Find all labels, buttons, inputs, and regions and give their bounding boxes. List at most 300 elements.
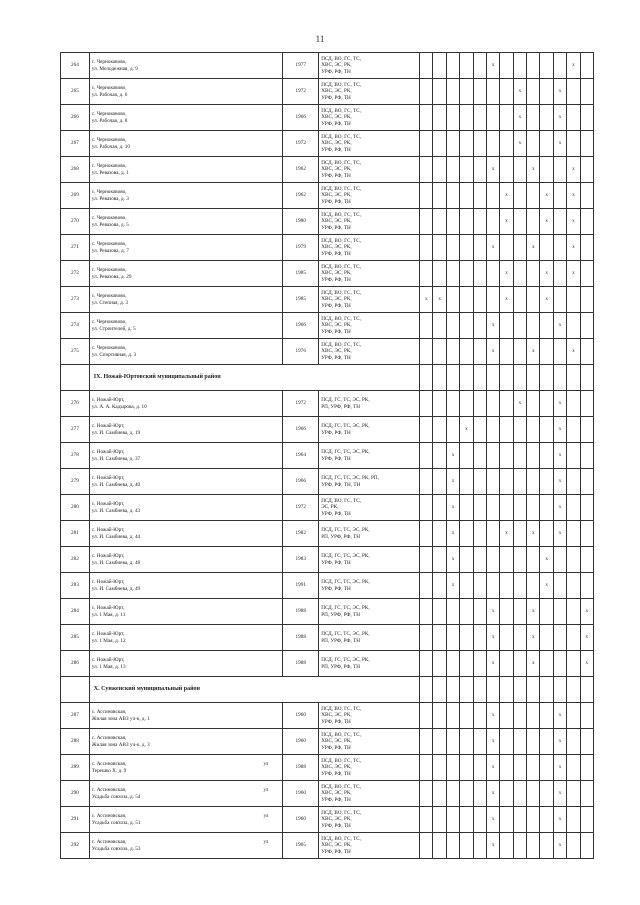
mark-cell — [473, 105, 486, 131]
section-empty-cell — [553, 677, 566, 703]
mark-cell — [553, 53, 566, 79]
works-line: ПСД, ГС, ТС, ЭС, РК, — [321, 631, 370, 637]
row-number: 278 — [61, 443, 90, 469]
address-line: с. Черноковово, — [91, 215, 127, 221]
mark-cell — [460, 443, 473, 469]
mark-cell — [540, 781, 553, 807]
mark-cell — [486, 495, 499, 521]
mark-cell-checked: x — [446, 495, 459, 521]
mark-cell — [420, 703, 433, 729]
mark-cell — [527, 703, 540, 729]
mark-cell — [580, 547, 593, 573]
mark-cell — [500, 313, 513, 339]
mark-cell — [446, 781, 459, 807]
mark-cell — [460, 391, 473, 417]
year-built: 1972 — [283, 79, 319, 105]
mark-cell — [473, 391, 486, 417]
year-built: 1988 — [283, 625, 319, 651]
mark-cell — [460, 755, 473, 781]
year-built: 1960 — [283, 703, 319, 729]
mark-cell — [433, 781, 446, 807]
mark-cell — [433, 53, 446, 79]
mark-cell — [473, 807, 486, 833]
works-list-cell — [319, 339, 420, 365]
year-built: 1966 — [283, 417, 319, 443]
mark-cell-checked: x — [567, 339, 580, 365]
address-line: с. Черноковово, — [91, 137, 127, 143]
row-number: 283 — [61, 573, 90, 599]
mark-cell-checked: x — [486, 599, 499, 625]
address-line: Жилая зона АВЗ уч-к, д. 3 — [91, 741, 150, 748]
mark-cell — [540, 131, 553, 157]
address-line: с. Черноковово, — [91, 241, 127, 247]
works-line: ПСД, ВО, ГС, ТС, — [321, 237, 362, 244]
mark-cell — [486, 261, 499, 287]
section-empty-cell — [580, 365, 593, 391]
mark-cell-checked: x — [513, 391, 526, 417]
year-built: 1979 — [283, 235, 319, 261]
mark-cell — [473, 443, 486, 469]
works-list-cell — [319, 131, 420, 157]
mark-cell — [500, 573, 513, 599]
mark-cell — [500, 131, 513, 157]
mark-cell — [567, 391, 580, 417]
section-empty-cell — [567, 365, 580, 391]
works-line: ХВС, ЭС, РК, — [321, 816, 352, 823]
mark-cell — [420, 781, 433, 807]
mark-cell-checked: x — [446, 547, 459, 573]
mark-cell — [540, 625, 553, 651]
works-list-cell — [319, 625, 420, 651]
works-line: УРФ, РФ, ТН — [321, 744, 351, 751]
works-line: УРФ, РФ, ТН — [321, 822, 351, 829]
mark-cell — [486, 417, 499, 443]
mark-cell — [486, 183, 499, 209]
address-line: ул. И. Самбиева, д. 19 — [91, 429, 141, 436]
table-row — [61, 235, 594, 261]
mark-cell — [420, 807, 433, 833]
table-row — [61, 131, 594, 157]
mark-cell — [446, 651, 459, 677]
mark-cell — [580, 807, 593, 833]
year-built: 1965 — [283, 833, 319, 859]
mark-cell — [567, 521, 580, 547]
mark-cell — [513, 807, 526, 833]
mark-cell — [580, 183, 593, 209]
address-line: с. Ножай-Юрт, — [91, 397, 125, 403]
mark-cell — [567, 313, 580, 339]
table-row — [61, 157, 594, 183]
works-line: ХВС, ЭС, РК, — [321, 738, 352, 745]
year-built: 1980 — [283, 209, 319, 235]
section-empty-cell — [580, 677, 593, 703]
mark-cell — [553, 599, 566, 625]
mark-cell — [433, 157, 446, 183]
address-line: с. Ножай-Юрт, — [91, 605, 125, 611]
mark-cell — [553, 261, 566, 287]
mark-cell-checked: x — [540, 547, 553, 573]
mark-cell — [567, 573, 580, 599]
works-line: ПСД, ГС, ТС, ЭС, РК, — [321, 579, 370, 585]
mark-cell — [540, 391, 553, 417]
mark-cell — [500, 53, 513, 79]
works-line: ПСД, ВО, ГС, ТС, — [321, 731, 362, 738]
mark-cell — [513, 443, 526, 469]
mark-cell — [433, 547, 446, 573]
mark-cell — [567, 625, 580, 651]
mark-cell — [500, 781, 513, 807]
mark-cell — [513, 599, 526, 625]
mark-cell — [527, 807, 540, 833]
address-line: с. Ассиновская, — [91, 735, 127, 741]
row-number: 285 — [61, 625, 90, 651]
mark-cell — [486, 131, 499, 157]
works-list-cell — [319, 235, 420, 261]
mark-cell — [513, 209, 526, 235]
mark-cell — [500, 703, 513, 729]
mark-cell-checked: x — [500, 261, 513, 287]
mark-cell — [540, 833, 553, 859]
mark-cell — [580, 313, 593, 339]
mark-cell — [500, 157, 513, 183]
mark-cell — [486, 79, 499, 105]
works-line: УРФ, РФ, ТН — [321, 276, 351, 283]
works-line: ПСД, ВО, ГС, ТС, — [321, 289, 362, 296]
address-cell — [89, 131, 282, 157]
mark-cell — [433, 651, 446, 677]
mark-cell — [420, 261, 433, 287]
mark-cell — [580, 417, 593, 443]
mark-cell — [446, 313, 459, 339]
address-line: с. Черноковово, — [91, 319, 127, 325]
mark-cell — [446, 833, 459, 859]
mark-cell-checked: x — [553, 417, 566, 443]
mark-cell — [460, 573, 473, 599]
works-line: ПСД, ВО, ГС, ТС, — [321, 263, 362, 270]
row-number: 290 — [61, 781, 90, 807]
mark-cell — [513, 495, 526, 521]
works-list-cell — [319, 417, 420, 443]
mark-cell-checked: x — [486, 313, 499, 339]
mark-cell — [473, 521, 486, 547]
mark-cell — [527, 391, 540, 417]
mark-cell — [527, 833, 540, 859]
address-cell — [89, 105, 282, 131]
row-number: 292 — [61, 833, 90, 859]
table-row — [61, 183, 594, 209]
address-line: ул. И. Самбиева, д. 49 — [91, 585, 141, 592]
mark-cell — [473, 599, 486, 625]
works-list-cell — [319, 79, 420, 105]
address-cell — [89, 53, 282, 79]
page-number: 11 — [315, 34, 325, 44]
works-line: УРФ, РФ, ТН — [321, 429, 351, 436]
mark-cell-checked: x — [527, 235, 540, 261]
works-line: ПСД, ВО, ГС, ТС, — [321, 341, 362, 348]
registry-body — [61, 53, 594, 859]
mark-cell-checked: x — [553, 521, 566, 547]
mark-cell-checked: x — [446, 573, 459, 599]
section-empty-cell — [527, 677, 540, 703]
mark-cell — [460, 261, 473, 287]
mark-cell — [446, 183, 459, 209]
works-line: ПСД, ГС, ТС, ЭС, РК, — [321, 449, 370, 455]
address-cell — [89, 261, 282, 287]
table-row — [61, 625, 594, 651]
address-line: ул. И. Самбиева, д. 40 — [91, 481, 141, 488]
row-number: 287 — [61, 703, 90, 729]
works-list-cell — [319, 547, 420, 573]
mark-cell-checked: x — [553, 807, 566, 833]
mark-cell — [513, 521, 526, 547]
section-empty-cell — [420, 365, 433, 391]
mark-cell — [486, 521, 499, 547]
table-row — [61, 443, 594, 469]
section-empty-cell — [433, 677, 446, 703]
mark-cell-checked: x — [567, 261, 580, 287]
mark-cell — [460, 131, 473, 157]
address-street-abbr: ул — [263, 788, 269, 793]
works-list-cell — [319, 469, 420, 495]
address-cell — [89, 443, 282, 469]
works-line: ПСД, ВО, ГС, ТС, — [321, 159, 362, 166]
mark-cell — [527, 755, 540, 781]
year-built: 1982 — [283, 521, 319, 547]
mark-cell — [433, 599, 446, 625]
mark-cell-checked: x — [553, 729, 566, 755]
mark-cell-checked: x — [553, 443, 566, 469]
mark-cell — [527, 417, 540, 443]
row-number: 280 — [61, 495, 90, 521]
works-line: УРФ, РФ, ТН — [321, 796, 351, 803]
works-line: УРФ, РФ, ТН — [321, 68, 351, 75]
mark-cell-checked: x — [420, 287, 433, 313]
address-line: ул. Молодежная, д. 9 — [91, 65, 138, 72]
mark-cell-checked: x — [513, 131, 526, 157]
mark-cell-checked: x — [567, 53, 580, 79]
section-header-row — [61, 365, 594, 391]
mark-cell — [420, 469, 433, 495]
mark-cell — [527, 105, 540, 131]
address-cell — [89, 833, 282, 859]
row-number: 276 — [61, 391, 90, 417]
mark-cell-checked: x — [553, 79, 566, 105]
mark-cell — [540, 469, 553, 495]
mark-cell — [446, 625, 459, 651]
mark-cell — [486, 547, 499, 573]
mark-cell — [433, 209, 446, 235]
mark-cell — [433, 339, 446, 365]
mark-cell — [527, 781, 540, 807]
mark-cell — [420, 755, 433, 781]
year-built: 1966 — [283, 313, 319, 339]
address-cell — [89, 391, 282, 417]
year-built: 1972 — [283, 131, 319, 157]
mark-cell — [567, 729, 580, 755]
mark-cell — [567, 495, 580, 521]
works-line: ЭС, РК, — [321, 504, 339, 511]
mark-cell — [540, 703, 553, 729]
mark-cell — [460, 105, 473, 131]
mark-cell — [433, 495, 446, 521]
year-built: 1985 — [283, 287, 319, 313]
mark-cell-checked: x — [540, 573, 553, 599]
row-number: 274 — [61, 313, 90, 339]
works-line: УРФ, РФ, ТН — [321, 146, 351, 153]
table-row — [61, 209, 594, 235]
mark-cell — [460, 313, 473, 339]
row-number: 272 — [61, 261, 90, 287]
year-built: 1985 — [283, 261, 319, 287]
works-list-cell — [319, 443, 420, 469]
mark-cell — [567, 703, 580, 729]
mark-cell — [433, 391, 446, 417]
mark-cell — [473, 729, 486, 755]
works-line: ПСД, ВО, ГС, ТС, — [321, 315, 362, 322]
works-line: УРФ, РФ, ТН — [321, 354, 351, 361]
works-list-cell — [319, 833, 420, 859]
mark-cell — [527, 287, 540, 313]
works-line: ПСД, ГС, ТС, ЭС, РК, — [321, 605, 370, 611]
works-line: ПСД, ГС, ТС, ЭС, РК, РП, — [321, 475, 379, 481]
works-line: ХВС, ЭС, РК, — [321, 712, 352, 719]
works-line: ПСД, ВО, ГС, ТС, — [321, 133, 362, 140]
works-list-cell — [319, 703, 420, 729]
mark-cell — [460, 287, 473, 313]
address-line: ул. Ревазова, д. 3 — [91, 195, 129, 202]
works-line: ХВС, ЭС, РК, — [321, 192, 352, 199]
section-blank-cell — [61, 365, 90, 391]
mark-cell — [500, 79, 513, 105]
address-line: с. Ассиновская, — [91, 761, 127, 767]
mark-cell — [580, 53, 593, 79]
mark-cell — [540, 313, 553, 339]
works-line: РП, УРФ, РФ, ТН — [321, 533, 361, 540]
works-line: УРФ, РФ, ТН — [321, 510, 351, 517]
mark-cell-checked: x — [580, 625, 593, 651]
works-line: ПСД, ГС, ТС, ЭС, РК, — [321, 657, 370, 663]
mark-cell — [567, 417, 580, 443]
mark-cell-checked: x — [446, 469, 459, 495]
address-line: с. Черноковово, — [91, 85, 127, 91]
mark-cell — [567, 287, 580, 313]
mark-cell — [460, 209, 473, 235]
works-list-cell — [319, 729, 420, 755]
mark-cell — [580, 755, 593, 781]
mark-cell — [540, 339, 553, 365]
mark-cell-checked: x — [527, 651, 540, 677]
address-line: ул. Спортивная, д. 3 — [91, 351, 137, 358]
address-line: ул. Ревазова, д. 5 — [91, 221, 129, 228]
mark-cell — [420, 495, 433, 521]
section-empty-cell — [527, 365, 540, 391]
mark-cell — [527, 209, 540, 235]
mark-cell — [460, 625, 473, 651]
mark-cell — [473, 53, 486, 79]
row-number: 267 — [61, 131, 90, 157]
year-built: 1966 — [283, 469, 319, 495]
mark-cell — [500, 495, 513, 521]
address-line: ул. Ревазова, д. 1 — [91, 169, 129, 176]
table-row — [61, 781, 594, 807]
section-empty-cell — [446, 365, 459, 391]
works-line: УРФ, РФ, ТН — [321, 455, 351, 462]
section-empty-cell — [433, 365, 446, 391]
mark-cell-checked: x — [486, 755, 499, 781]
mark-cell — [420, 547, 433, 573]
works-line: УРФ, РФ, ТН — [321, 94, 351, 101]
address-line: с. Ножай-Юрт, — [91, 579, 125, 585]
mark-cell — [433, 79, 446, 105]
year-built: 1972 — [283, 391, 319, 417]
mark-cell — [433, 729, 446, 755]
address-cell — [89, 235, 282, 261]
mark-cell — [486, 391, 499, 417]
address-cell — [89, 495, 282, 521]
mark-cell — [513, 729, 526, 755]
address-cell — [89, 625, 282, 651]
mark-cell — [420, 79, 433, 105]
mark-cell — [473, 547, 486, 573]
mark-cell-checked: x — [486, 235, 499, 261]
mark-cell — [420, 391, 433, 417]
mark-cell — [567, 755, 580, 781]
mark-cell — [460, 781, 473, 807]
mark-cell-checked: x — [567, 157, 580, 183]
mark-cell — [486, 469, 499, 495]
mark-cell — [527, 573, 540, 599]
mark-cell — [513, 469, 526, 495]
mark-cell — [500, 417, 513, 443]
works-line: ПСД, ВО, ГС, ТС, — [321, 705, 362, 712]
mark-cell — [513, 755, 526, 781]
mark-cell — [580, 729, 593, 755]
mark-cell — [420, 573, 433, 599]
mark-cell — [540, 599, 553, 625]
mark-cell — [580, 521, 593, 547]
mark-cell — [527, 729, 540, 755]
mark-cell — [553, 625, 566, 651]
mark-cell — [500, 755, 513, 781]
works-line: ПСД, ВО, ГС, ТС, — [321, 55, 362, 62]
table-row — [61, 755, 594, 781]
works-line: УРФ, РФ, ТН — [321, 718, 351, 725]
mark-cell — [513, 261, 526, 287]
works-line: ПСД, ВО, ГС, ТС, — [321, 81, 362, 88]
mark-cell-checked: x — [553, 469, 566, 495]
mark-cell — [580, 573, 593, 599]
row-number: 281 — [61, 521, 90, 547]
works-line: УРФ, РФ, ТН — [321, 172, 351, 179]
works-line: УРФ, РФ, ТН — [321, 250, 351, 257]
mark-cell — [580, 443, 593, 469]
mark-cell — [580, 391, 593, 417]
works-line: ХВС, ЭС, РК, — [321, 348, 352, 355]
address-line: с. Ножай-Юрт, — [91, 475, 125, 481]
works-line: ПСД, ВО, ГС, ТС, — [321, 809, 362, 816]
mark-cell — [446, 807, 459, 833]
row-number: 271 — [61, 235, 90, 261]
mark-cell — [540, 53, 553, 79]
year-built: 1960 — [283, 807, 319, 833]
mark-cell — [420, 53, 433, 79]
mark-cell — [486, 287, 499, 313]
table-row — [61, 729, 594, 755]
address-cell — [89, 209, 282, 235]
works-line: ХВС, ЭС, РК, — [321, 244, 352, 251]
mark-cell — [553, 209, 566, 235]
mark-cell-checked: x — [527, 157, 540, 183]
